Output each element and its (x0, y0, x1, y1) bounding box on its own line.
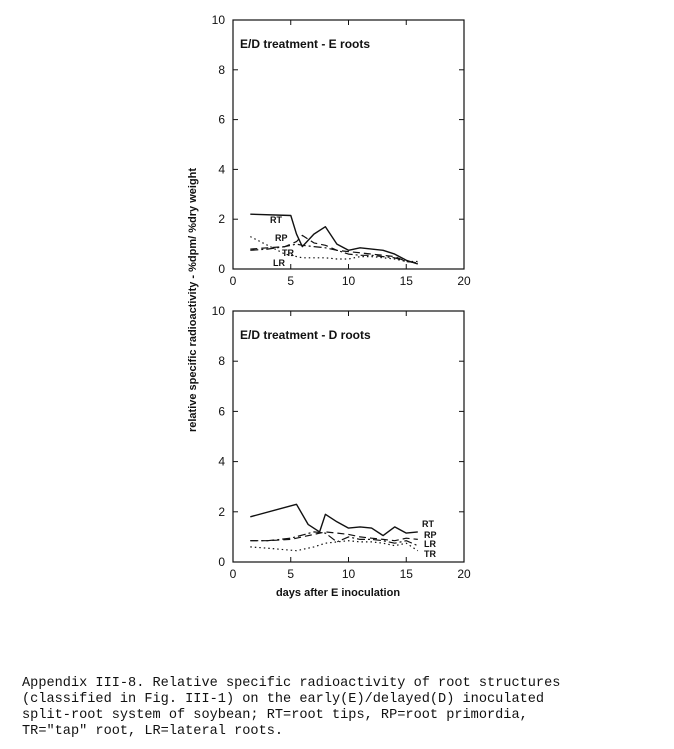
series-label-tr: TR (282, 248, 294, 258)
figure-caption: Appendix III-8. Relative specific radioactivity of root structures (classified in Fig. III-1) on the early(E)/delayed(D) inoculated split-root system of soybean; RT=root tips, RP=root primordia, TR="tap" root, LR=lateral roots. (22, 676, 561, 739)
panel-d-roots (212, 304, 471, 581)
x-tick-label: 0 (229, 567, 237, 581)
y-tick-label: 8 (218, 354, 225, 369)
x-tick-label: 5 (287, 274, 295, 288)
y-tick-label: 6 (218, 112, 225, 127)
x-axis-label: days after E inoculation (275, 587, 401, 599)
series-label-tr: TR (424, 549, 436, 559)
series-label-rp: RP (424, 530, 437, 540)
y-tick-label: 0 (218, 555, 225, 569)
y-tick-label: 10 (211, 304, 225, 318)
y-tick-label: 8 (218, 62, 225, 77)
series-label-rt: RT (422, 519, 434, 529)
panel-title: E/D treatment - E roots (240, 37, 371, 51)
series-line-lr (250, 532, 417, 546)
x-tick-label: 5 (287, 567, 295, 581)
y-tick-label: 10 (211, 13, 225, 27)
x-tick-label: 0 (229, 274, 237, 288)
panel-e-roots (212, 13, 471, 288)
y-tick-label: 6 (218, 404, 225, 419)
x-tick-label: 15 (399, 567, 413, 581)
series-label-lr: LR (424, 539, 436, 549)
x-tick-label: 15 (399, 274, 413, 288)
y-tick-label: 4 (218, 454, 225, 469)
x-tick-label: 10 (341, 274, 356, 288)
y-tick-label: 2 (218, 212, 225, 227)
plot-frame (233, 20, 464, 269)
panel-title: E/D treatment - D roots (240, 328, 371, 342)
x-tick-label: 20 (457, 567, 471, 581)
series-label-rt: RT (270, 215, 282, 225)
y-tick-label: 4 (218, 162, 225, 177)
series-label-lr: LR (273, 258, 285, 268)
series-label-rp: RP (275, 233, 288, 243)
x-tick-label: 20 (457, 274, 471, 288)
y-tick-label: 0 (218, 262, 225, 276)
x-tick-label: 10 (341, 567, 356, 581)
y-tick-label: 2 (218, 504, 225, 519)
y-axis-label: relative specific radioactivity - %dpm/ %dry weight (187, 167, 199, 433)
series-line-rt (250, 504, 417, 535)
